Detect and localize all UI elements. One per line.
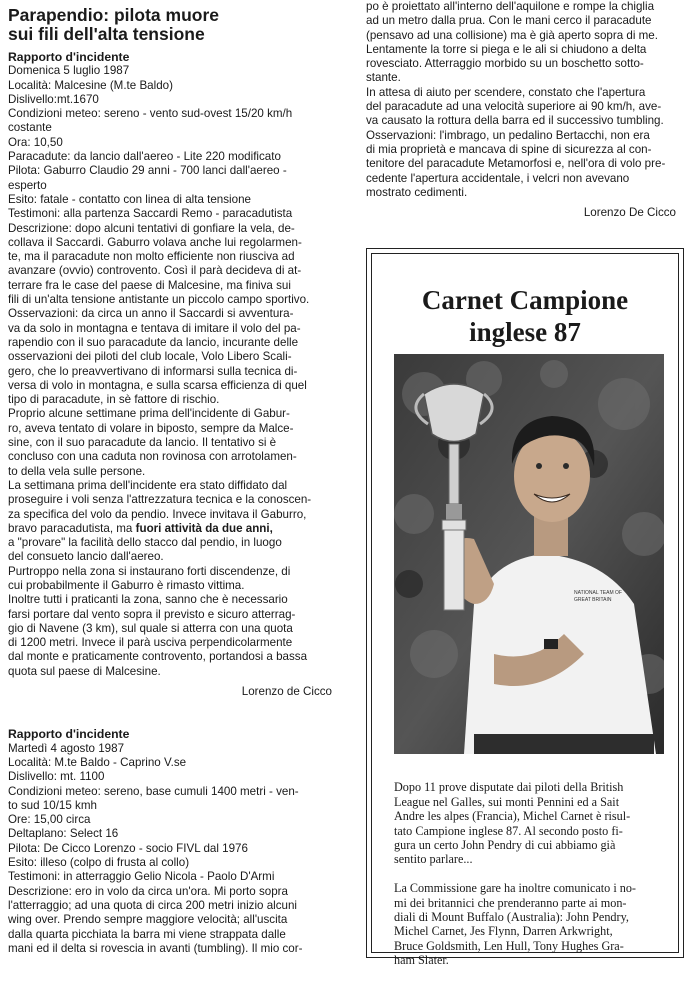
sidebar-inner-frame [371,253,679,968]
report-label-1: Rapporto d'incidente [8,50,130,64]
report1-bold-phrase: fuori attività da due anni, [135,521,273,535]
report2-time: Ore: 15,00 circa [8,813,91,827]
sidebar-paragraph-2: La Commissione gare ha inoltre comunicato i no- mi dei britannici che prenderanno parte ai mon- diali di Mount Buffalo (Australia): John Pendry, Michel Carnet, Jes Flynn, Darren Arkwright, Bruce Goldsmith, Len Hull, Tony Hughes Gra- ham Slater. [394,881,636,968]
report1-paragraph: Inoltre tutti i praticanti la zona, sanno che è necessario farsi portare dal vento sopra il previsto e sicuro atterrag- gio di Navene (3 km), sul quale si atterra con una quota di 1200 metri. Invece il parà usciva perpendicolarmente dal monte e praticamente controvento, portandosi a bassa quota sul paese di Malcesine. [8,593,308,678]
right-column-continuation [366,0,686,220]
report1-date: Domenica 5 luglio 1987 [8,64,130,78]
report1-paragraph: Purtroppo nella zona si instaurano forti discendenze, di cui probabilmente il Gaburro è rimasto vittima. [8,564,291,592]
sidebar-title: Carnet Campione inglese 87 [421,285,629,347]
report1-paragraph: Proprio alcune settimane prima dell'incidente di Gabur- ro, aveva tentato di volare in biposto, sempre da Malce- sine, con il suo paracadute da lancio. Il tentativo si è concluso con una caduta non rovinosa con arrotolamen- to della vela sulle persone. [8,407,297,478]
report1-weather: Condizioni meteo: sereno - vento sud-ovest 15/20 km/h costante [8,107,293,135]
report1-altitude: Dislivello:mt.1670 [8,92,99,106]
report2-weather: Condizioni meteo: sereno, base cumuli 1400 metri - ven- to sud 10/15 kmh [8,784,299,812]
sidebar-paragraph-1: Dopo 11 prove disputate dai piloti della British League nel Galles, sui monti Pennini ed a Sait Andre les alpes (Francia), Michel Carnet è risul- tato Campione inglese 87. Al secondo posto fi- gura un certo John Pendry di cui abbiamo già sentito parlare... [394,780,631,867]
report1-observations: Osservazioni: da circa un anno il Saccardi si avventura- va da solo in montagna e tentava di imitare il volo del pa- rapendio con il suo paracadute da lancio, incurante delle osservazioni dei piloti del club locale, Volo Libero Scali- gero, che lo preavvertivano di informarsi sulla tecnica di- versa di volo in montagna, e sulla scarsa efficienza di quel tipo di paracadute, in sè fattore di rischio. [8,307,307,407]
shirt-lettering: NATIONAL TEAM OF [574,590,622,596]
report1-paragraph [8,479,348,565]
report-label-2: Rapporto d'incidente [8,727,130,742]
report2-pilot: Pilota: De Cicco Lorenzo - socio FIVL dal 1976 [8,841,248,855]
signature-1: Lorenzo de Cicco [241,685,332,699]
svg-text:GREAT BRITAIN: GREAT BRITAIN [574,597,612,603]
report2-outcome: Esito: illeso (colpo di frusta al collo) [8,856,190,870]
sidebar-text [394,766,676,982]
report2-continuation: po è proiettato all'interno dell'aquilone e rompe la chiglia ad un metro dalla prua. Con le mani cerco il paracadute (pensavo ad una collisione) ma è già aperto sopra di me. Lentamente la torre si piega e le ali si chiudono a delta rovesciato. Atterraggio morbido su un boschetto sotto- stante. [366,0,658,85]
report1-witnesses: Testimoni: alla partenza Saccardi Remo - paracadutista [8,207,293,221]
report2-date: Martedì 4 agosto 1987 [8,741,125,755]
report1-paragraph-end: a "provare" la facilità dello stacco dal pendio, in luogo del consueto lancio dall'aereo. [8,536,282,564]
report2-observations: Osservazioni: l'imbrago, un pedalino Bertacchi, non era di mia proprietà e mancava di spine di sicurezza al con- tenitore del paracadute Metamorfosi e, nell'ora di volo pre- cedente l'apertura accidentale, i velcri non avevano mostrato cedimenti. [366,128,666,199]
champion-photo [394,354,664,754]
report2-location: Località: M.te Baldo - Caprino V.se [8,755,187,769]
report1-paragraph-start: La settimana prima dell'incidente era stato diffidato dal proseguire i voli senza l'attrezzatura tecnica e la conoscen- za specifica del volo da pendio. Invece invitava il Gaburro, bravo paracadutista, ma [8,478,312,535]
report1-time: Ora: 10,50 [8,135,63,149]
report2-witnesses: Testimoni: in atterraggio Gelio Nicola - Paolo D'Armi [8,870,275,884]
report1-pilot: Pilota: Gaburro Claudio 29 anni - 700 lanci dall'aereo - esperto [8,164,287,192]
report2-altitude: Dislivello: mt. 1100 [8,770,105,784]
report2-continuation: In attesa di aiuto per scendere, constato che l'apertura del paracadute ad una velocità superiore ai 90 km/h, ave- va causato la rottura della barra ed il successivo tumbling. [366,85,664,128]
report1-location: Località: Malcesine (M.te Baldo) [8,78,173,92]
signature-2: Lorenzo De Cicco [583,206,676,220]
report1-equipment: Paracadute: da lancio dall'aereo - Lite 220 modificato [8,150,281,164]
article-headline: Parapendio: pilota muore sui fili dell'alta tensione [8,5,219,44]
report1-description: Descrizione: dopo alcuni tentativi di gonfiare la vela, de- collava il Saccardi. Gaburro volava anche lui regolarmen- te, ma il paracadute non molto efficiente non riusciva ad avanzare (ovvio) controvento. Così il parà decideva di at- terrare fra le case del paese di Malcesine, ma finiva sui fili di un'alta tensione antistante un piccolo campo sportivo. [8,221,310,307]
report2-description: Descrizione: ero in volo da circa un'ora. Mi porto sopra l'atterraggio; ad una quota di circa 200 metri inizio alcuni wing over. Prendo sempre maggiore velocità; all'uscita dalla quarta picchiata la barra mi viene strappata dalle mani ed il delta si rovescia in avanti (tumbling). Il mio cor- [8,884,303,955]
report2-glider: Deltaplano: Select 16 [8,827,119,841]
left-column [8,6,348,956]
sidebar-box [366,248,684,968]
photo-illustration [394,354,664,754]
report1-outcome: Esito: fatale - contatto con linea di alta tensione [8,192,251,206]
